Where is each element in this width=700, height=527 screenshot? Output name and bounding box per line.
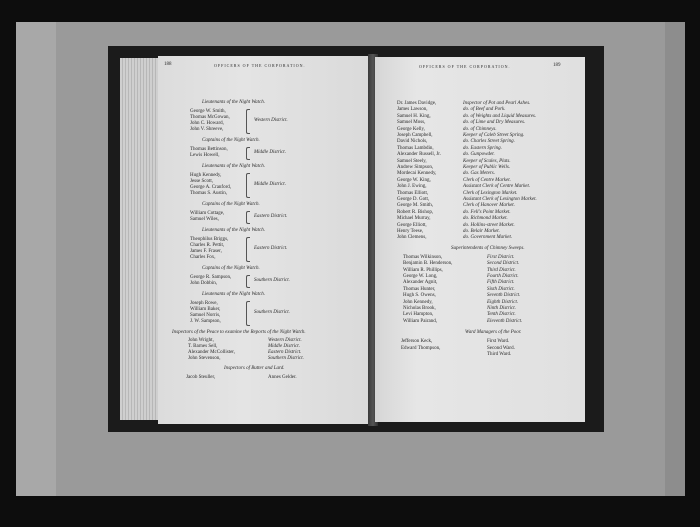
brace (246, 147, 250, 160)
section-heading: Lieutenants of the Night Watch. (202, 164, 266, 169)
officer-name: George Elliott, (397, 222, 427, 228)
officer-office: Assistant Clerk of Centre Market. (463, 184, 531, 190)
right-page-header: OFFICERS OF THE CORPORATION. (419, 64, 511, 69)
microfilm-frame-left-strip (16, 22, 56, 496)
inspector-district: Western District. (268, 338, 302, 343)
officer-name: Thomas Elliott, (397, 190, 429, 196)
inspector-name: T. Barnes Sell, (188, 344, 218, 349)
brace (246, 109, 250, 134)
superintendent-name: Alexander Agnit, (403, 280, 438, 286)
officer-name: George Kelly, (397, 126, 425, 132)
section-heading: Captains of the Night Watch. (202, 138, 260, 143)
officer-name: Alexander Russell, Jr. (397, 152, 441, 158)
watchman-name: James F. Fraser, (190, 249, 222, 254)
officer-name: Mordecai Kennedy, (397, 171, 437, 177)
brace (246, 275, 250, 288)
officer-office: do. of Chimneys. (463, 126, 497, 132)
watchman-name: Charles R. Pettit, (190, 243, 225, 248)
officer-office: do. Eastern Spring. (463, 145, 502, 151)
officer-office: do. Gas Meters. (463, 171, 495, 177)
district-label: Middle District. (254, 150, 286, 155)
ward-manager-name: Jefferson Keck, (401, 339, 433, 345)
superintendent-district: Tenth District. (487, 312, 516, 318)
left-page (158, 56, 370, 424)
inspector-district: Southern District. (268, 356, 304, 361)
officer-name: James Lawson, (397, 107, 428, 113)
officer-office: Keeper of Public Wells. (463, 165, 511, 170)
microfilm-frame-right-strip (665, 22, 685, 496)
officer-office: Clerk of Hanover Market. (463, 203, 515, 209)
inspector-name: John Stevenson, (188, 356, 221, 361)
superintendent-name: Thomas Wilkinson, (403, 254, 443, 260)
officer-office: Inspector of Pot and Pearl Ashes. (463, 101, 531, 106)
watchman-name: John C. Howard, (190, 121, 224, 126)
district-label: Western District. (254, 118, 288, 123)
watchman-name: George A. Cranford, (190, 185, 232, 190)
ward-label: Second Ward. (487, 345, 515, 351)
officer-name: Michael Murray, (397, 216, 431, 222)
section-heading: Lieutenants of the Night Watch. (202, 292, 266, 297)
section-heading: Captains of the Night Watch. (202, 202, 260, 207)
inspector-district: Middle District. (268, 344, 300, 349)
watchman-name: J. W. Sampson, (190, 319, 221, 324)
superintendent-district: Fifth District. (487, 280, 515, 286)
officer-name: Robert R. Bishop, (397, 209, 434, 215)
officer-office: do. Charles Street Spring. (463, 139, 515, 145)
district-label: Southern District. (254, 310, 290, 315)
inspectors-heading: Inspectors of the Peace to examine the Reports of the Night Watch. (172, 330, 306, 335)
superintendent-district: Ninth District. (487, 306, 516, 311)
watchman-name: Jesse Scott, (190, 179, 214, 184)
officer-office: do. of Lime and Dry Measures. (463, 120, 526, 126)
officer-office: do. Government Market. (463, 235, 513, 241)
district-label: Eastern District. (254, 246, 288, 251)
watchman-name: William Cottage, (190, 211, 225, 216)
superintendent-district: Seventh District. (487, 293, 521, 299)
officer-name: Henry Teese, (397, 229, 424, 234)
superintendent-district: First District. (487, 254, 515, 260)
superintendent-name: Levi Hampton, (403, 312, 434, 318)
watchman-name: Samuel Norris, (190, 313, 221, 318)
watchman-name: John Dobbin, (190, 281, 217, 286)
officer-office: do. Belair Market. (463, 229, 500, 234)
brace (246, 301, 250, 326)
superintendent-name: John Kennedy, (403, 299, 433, 305)
watchman-name: John V. Shreeve, (190, 127, 224, 132)
watchman-name: George R. Sampson, (190, 275, 232, 280)
district-label: Middle District. (254, 182, 286, 187)
watchman-name: Samuel Wiles, (190, 217, 219, 222)
watchman-name: Theophilus Briggs, (190, 237, 229, 242)
officer-name: Andrew Simpson, (397, 165, 434, 170)
officer-name: George W. King, (397, 177, 431, 183)
section-heading: Captains of the Night Watch. (202, 266, 260, 271)
officer-name: Thomas Lambdin, (397, 145, 434, 151)
ward-label: Third Ward. (487, 352, 512, 357)
section-heading: Lieutenants of the Night Watch. (202, 100, 266, 105)
ward-manager-name: Edward Thompson, (401, 345, 441, 351)
officer-office: do. Hollins-street Market. (463, 222, 515, 228)
superintendent-name: George W. Long, (403, 274, 438, 279)
brace (246, 211, 250, 224)
ward-heading: Ward Managers of the Poor. (465, 330, 522, 336)
officer-office: do. Gunpowder. (463, 152, 495, 158)
brace (246, 173, 250, 198)
officer-office: Keeper of Caleb Street Spring. (463, 133, 525, 138)
watchman-name: Lewis Howell, (190, 153, 220, 158)
superintendent-district: Second District. (487, 261, 520, 267)
officer-name: David Nichols, (397, 139, 428, 145)
superintendent-district: Eleventh District. (487, 318, 523, 324)
district-label: Southern District. (254, 278, 290, 283)
officer-office: Clerk of Centre Market. (463, 177, 511, 183)
superintendent-name: Benjamin B. Henderson, (403, 261, 453, 267)
officer-name: John J. Ewing, (397, 184, 427, 190)
officer-name: Samuel Moss, (397, 120, 426, 126)
watchman-name: Thomas Bettinson, (190, 147, 228, 152)
watchman-name: Hugh Kennedy, (190, 173, 222, 178)
inspector-name: Alexander McCollister, (188, 350, 236, 355)
weights-name: Jacob Steuller, (186, 375, 216, 380)
superintendent-district: Third District. (487, 267, 516, 273)
watchman-name: Thomas McGowan, (190, 115, 230, 120)
officer-office: Assistant Clerk of Lexington Market. (463, 197, 537, 202)
officer-name: George D. Gott, (397, 197, 430, 202)
weights-role: Annes Gelder. (268, 375, 297, 380)
inspector-name: John Wright, (188, 338, 214, 343)
superintendents-heading: Superintendents of Chimney Sweeps. (451, 245, 525, 251)
superintendent-name: Nicholas Brook, (403, 306, 436, 311)
superintendent-district: Fourth District. (487, 274, 519, 279)
weights-heading: Inspectors of Butter and Lard. (224, 366, 285, 371)
officer-office: Keeper of Scales, Plats. (463, 158, 511, 164)
watchman-name: George W. Smith, (190, 109, 226, 114)
right-page (375, 57, 585, 422)
inspector-district: Eastern District. (268, 350, 302, 355)
officer-name: Dr. James Davidge, (397, 101, 437, 106)
left-page-header: OFFICERS OF THE CORPORATION. (214, 63, 306, 68)
officer-office: Clerk of Lexington Market. (463, 190, 518, 196)
superintendent-name: Hugh S. Owens, (403, 293, 436, 299)
district-label: Eastern District. (254, 214, 288, 219)
officer-office: do. of Beef and Pork. (463, 107, 506, 113)
officer-office: do. of Weights and Liquid Measures. (463, 113, 537, 119)
officer-office: do. Fell's Point Market. (463, 209, 511, 215)
watchman-name: Joseph Rowe, (190, 301, 218, 306)
watchman-name: Charles Fox, (190, 255, 216, 260)
ward-label: First Ward. (487, 339, 510, 345)
left-page-number: 188 (164, 62, 172, 67)
brace (246, 237, 250, 262)
watchman-name: Thomas S. Austin, (190, 191, 227, 196)
superintendent-name: Thomas Hunter, (403, 286, 436, 292)
superintendent-name: William R. Phillips, (403, 267, 443, 273)
superintendent-district: Sixth District. (487, 286, 515, 292)
officer-name: George M. Smith, (397, 203, 434, 209)
page-edges (120, 58, 158, 420)
officer-name: Joseph Campbell, (397, 133, 433, 138)
officer-name: Samuel H. King, (397, 113, 431, 119)
watchman-name: William Baker, (190, 307, 221, 312)
right-page-number: 189 (553, 63, 561, 68)
superintendent-name: William Pairand, (403, 318, 437, 324)
superintendent-district: Eighth District. (487, 299, 519, 305)
officer-name: Samuel Steely, (397, 158, 427, 164)
officer-office: do. Richmond Market. (463, 216, 508, 222)
section-heading: Lieutenants of the Night Watch. (202, 228, 266, 233)
officer-name: John Clemens, (397, 235, 427, 241)
